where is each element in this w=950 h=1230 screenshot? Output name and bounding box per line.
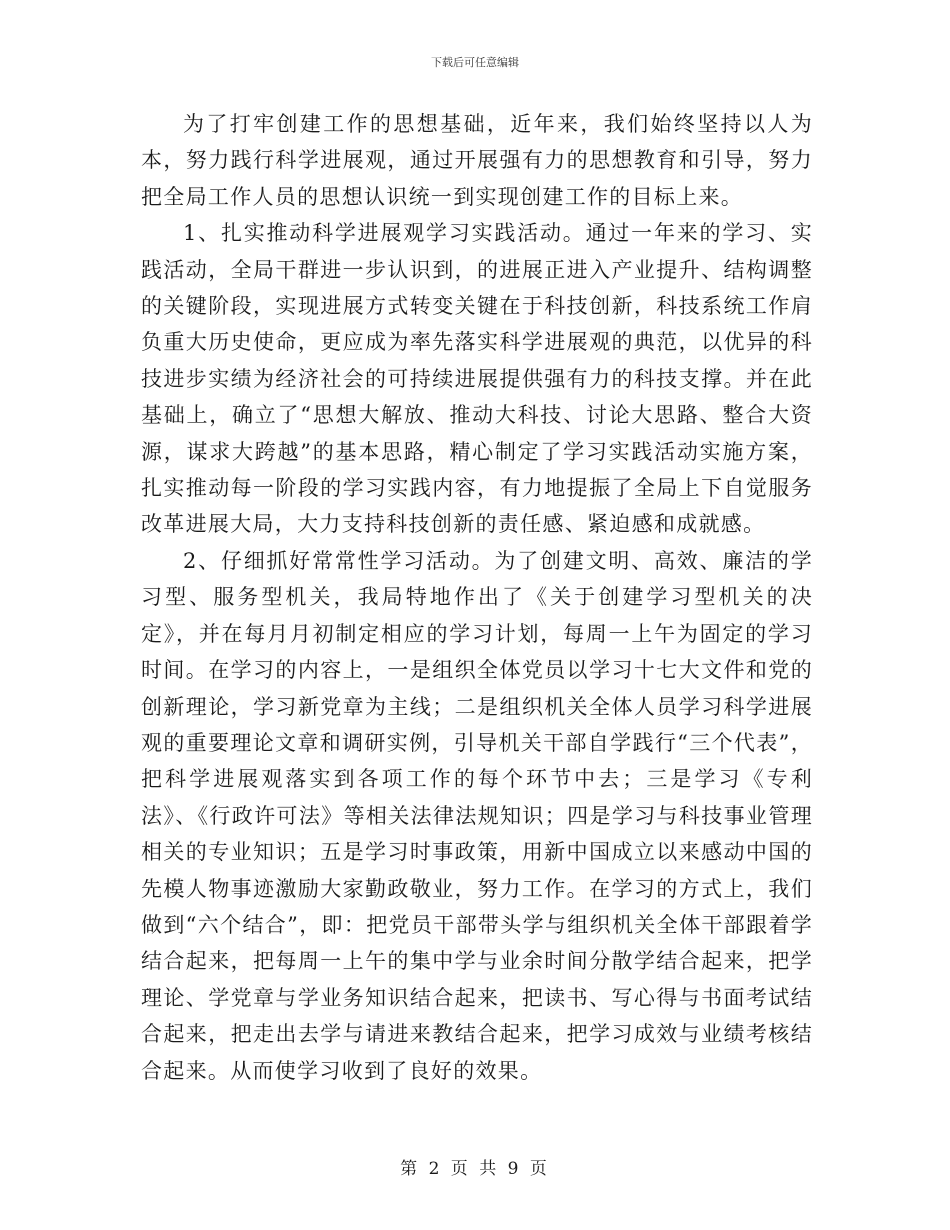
- page-number: 第 2 页 共 9 页: [400, 1159, 550, 1179]
- paragraph-item-2: 2、仔细抓好常常性学习活动。为了创建文明、高效、廉洁的学习型、服务型机关，我局特地作出了《关于创建学习型机关的决定》，并在每月月初制定相应的学习计划，每周一上午为固定的学习时间。在学习的内容上，一是组织全体党员以学习十七大文件和党的创新理论，学习新党章为主线；二是组织机关全体人员学习科学进展观的重要理论文章和调研实例，引导机关干部自学践行“三个代表”，把科学进展观落实到各项工作的每个环节中去；三是学习《专利法》、《行政许可法》等相关法律法规知识；四是学习与科技事业管理相关的专业知识；五是学习时事政策，用新中国成立以来感动中国的先模人物事迹激励大家勤政敬业，努力工作。在学习的方式上，我们做到“六个结合”，即：把党员干部带头学与组织机关全体干部跟着学结合起来，把每周一上午的集中学与业余时间分散学结合起来，把学理论、学党章与学业务知识结合起来，把读书、写心得与书面考试结合起来，把走出去学与请进来教结合起来，把学习成效与业绩考核结合起来。从而使学习收到了良好的效果。: [141, 548, 813, 1083]
- paragraph-intro: 为了打牢创建工作的思想基础，近年来，我们始终坚持以人为本，努力践行科学进展观，通过开展强有力的思想教育和引导，努力把全局工作人员的思想认识统一到实现创建工作的目标上来。: [141, 112, 813, 209]
- document-body: [141, 106, 813, 1089]
- page-header: 下载后可任意编辑: [431, 56, 519, 69]
- paragraph-item-1: 1、扎实推动科学进展观学习实践活动。通过一年来的学习、实践活动，全局干群进一步认识到，的进展正进入产业提升、结构调整的关键阶段，实现进展方式转变关键在于科技创新，科技系统工作肩负重大历史使命，更应成为率先落实科学进展观的典范，以优异的科技进步实绩为经济社会的可持续进展提供强有力的科技支撑。并在此基础上，确立了“思想大解放、推动大科技、讨论大思路、整合大资源，谋求大跨越”的基本思路，精心制定了学习实践活动实施方案，扎实推动每一阶段的学习实践内容，有力地提振了全局上下自觉服务改革进展大局，大力支持科技创新的责任感、紧迫感和成就感。: [141, 221, 813, 537]
